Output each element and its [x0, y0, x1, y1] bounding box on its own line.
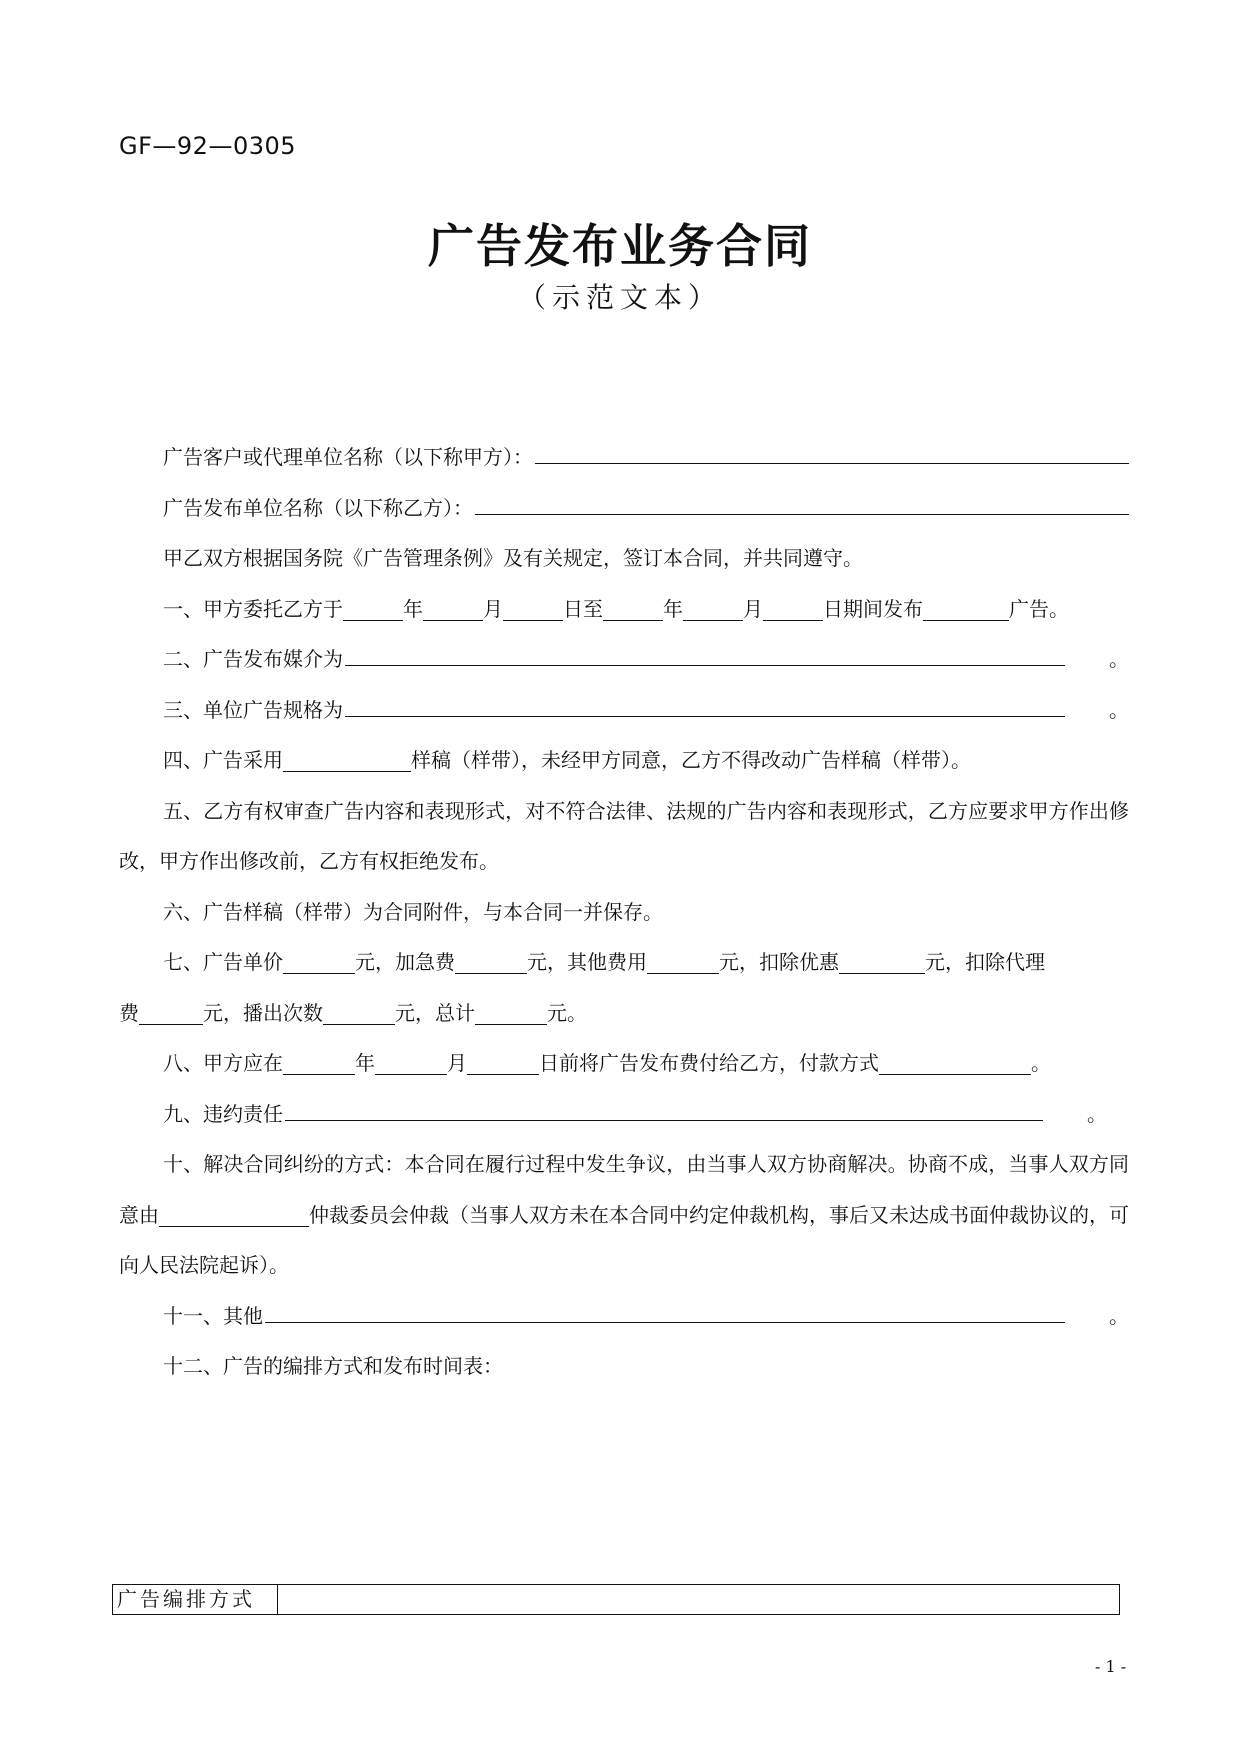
clause-9-label: 九、违约责任 [163, 1101, 283, 1126]
period-label: 日期间发布 [823, 596, 923, 621]
party-b-line [119, 483, 1129, 534]
clause-7-end: 元。 [547, 1000, 587, 1025]
year-label: 年 [663, 596, 683, 621]
discount-blank[interactable] [839, 951, 925, 974]
payment-method-blank[interactable] [879, 1052, 1031, 1075]
clause-4-text: 样稿（样带），未经甲方同意，乙方不得改动广告样稿（样带）。 [411, 748, 971, 772]
page-number: - 1 - [1095, 1657, 1127, 1676]
clause-10 [119, 1139, 1129, 1291]
payment-method-label: 日前将广告发布费付给乙方，付款方式 [539, 1051, 879, 1075]
clause-8-label: 八、甲方应在 [163, 1051, 283, 1075]
other-fee-label: 元，其他费用 [527, 950, 647, 974]
clause-9-end: 。 [1087, 1101, 1107, 1126]
party-b-label: 广告发布单位名称（以下称乙方）： [163, 495, 473, 520]
end-year-blank[interactable] [603, 598, 663, 621]
clause-10-text-b: 仲裁委员会仲裁（当事人双方未在本合同中约定仲裁机构，事后又未达成书面仲裁协议的，可向人民法院起诉）。 [119, 1202, 1129, 1277]
clause-2-label: 二、广告发布媒介为 [163, 647, 343, 671]
clause-6: 六、广告样稿（样带）为合同附件，与本合同一并保存。 [163, 899, 663, 924]
clause-5: 五、乙方有权审查广告内容和表现形式，对不符合法律、法规的广告内容和表现形式，乙方应要求甲方作出修改，甲方作出修改前，乙方有权拒绝发布。 [119, 798, 1129, 873]
agency-fee-blank[interactable] [139, 1002, 203, 1025]
month-label: 月 [447, 1051, 467, 1075]
document-code: GF—92—0305 [119, 132, 297, 160]
agency-fee-label: 费 [119, 1000, 139, 1025]
media-blank[interactable] [345, 643, 1065, 666]
unit-price-blank[interactable] [283, 951, 355, 974]
clause-3-label: 三、单位广告规格为 [163, 697, 343, 722]
other-fee-blank[interactable] [647, 951, 719, 974]
start-month-blank[interactable] [423, 598, 483, 621]
end-month-blank[interactable] [683, 598, 743, 621]
pay-year-blank[interactable] [283, 1052, 355, 1075]
clause-3 [119, 685, 1129, 736]
month-label: 月 [483, 596, 503, 621]
clause-4-label: 四、广告采用 [163, 748, 283, 772]
contract-subtitle: （示范文本） [517, 281, 722, 314]
clause-8 [119, 1038, 1129, 1089]
contract-title: 广告发布业务合同 [428, 219, 812, 273]
sample-type-blank[interactable] [283, 749, 411, 772]
clause-1-text: 一、甲方委托乙方于 [163, 596, 343, 621]
clause-7-line-1 [119, 937, 1129, 988]
clause-7-line-2 [119, 988, 1129, 1039]
total-blank[interactable] [475, 1002, 547, 1025]
start-day-blank[interactable] [503, 598, 563, 621]
agency-label: 元，扣除代理 [925, 950, 1045, 974]
spec-blank[interactable] [345, 694, 1065, 717]
schedule-table [112, 1584, 1120, 1615]
clause-1-end: 广告。 [1009, 596, 1069, 621]
pay-month-blank[interactable] [375, 1052, 447, 1075]
unit-price-label: 七、广告单价 [163, 950, 283, 974]
other-blank[interactable] [265, 1300, 1065, 1323]
clause-2 [119, 634, 1129, 685]
broadcast-count-blank[interactable] [323, 1002, 395, 1025]
party-a-blank[interactable] [535, 441, 1129, 464]
liability-blank[interactable] [285, 1098, 1043, 1121]
table-header-cell: 广告编排方式 [113, 1585, 278, 1614]
preamble: 甲乙双方根据国务院《广告管理条例》及有关规定，签订本合同，并共同遵守。 [163, 546, 863, 570]
clause-2-end: 。 [1109, 647, 1129, 671]
clause-1 [119, 584, 1129, 635]
clause-9 [119, 1089, 1129, 1140]
clause-12: 十二、广告的编排方式和发布时间表： [163, 1354, 503, 1378]
year-label: 年 [403, 596, 423, 621]
party-a-line [119, 432, 1129, 483]
year-label: 年 [355, 1051, 375, 1075]
contract-body [119, 432, 1129, 1392]
arbitration-blank[interactable] [159, 1204, 309, 1227]
clause-11-label: 十一、其他 [163, 1303, 263, 1328]
broadcast-count-label: 元，播出次数 [203, 1000, 323, 1025]
clause-4 [119, 735, 1129, 786]
clause-8-end: 。 [1031, 1051, 1051, 1075]
end-day-blank[interactable] [763, 598, 823, 621]
party-b-blank[interactable] [475, 492, 1129, 515]
day-to-label: 日至 [563, 596, 603, 621]
start-year-blank[interactable] [343, 598, 403, 621]
clause-11 [119, 1291, 1129, 1342]
rush-fee-blank[interactable] [455, 951, 527, 974]
clause-11-end: 。 [1109, 1303, 1129, 1328]
clause-10-text-a: 十、解决合同纠纷的方式：本合同在履行过程中发生争议，由当事人双方协商解决。协商不成，当事人双方同意由 [119, 1152, 1129, 1227]
discount-label: 元，扣除优惠 [719, 950, 839, 974]
rush-fee-label: 元，加急费 [355, 950, 455, 974]
clause-3-end: 。 [1109, 697, 1129, 722]
party-a-label: 广告客户或代理单位名称（以下称甲方）： [163, 445, 533, 469]
pay-day-blank[interactable] [467, 1052, 539, 1075]
table-value-cell[interactable] [278, 1585, 1119, 1614]
month-label: 月 [743, 596, 763, 621]
ad-name-blank[interactable] [923, 598, 1009, 621]
total-label: 元，总计 [395, 1000, 475, 1025]
